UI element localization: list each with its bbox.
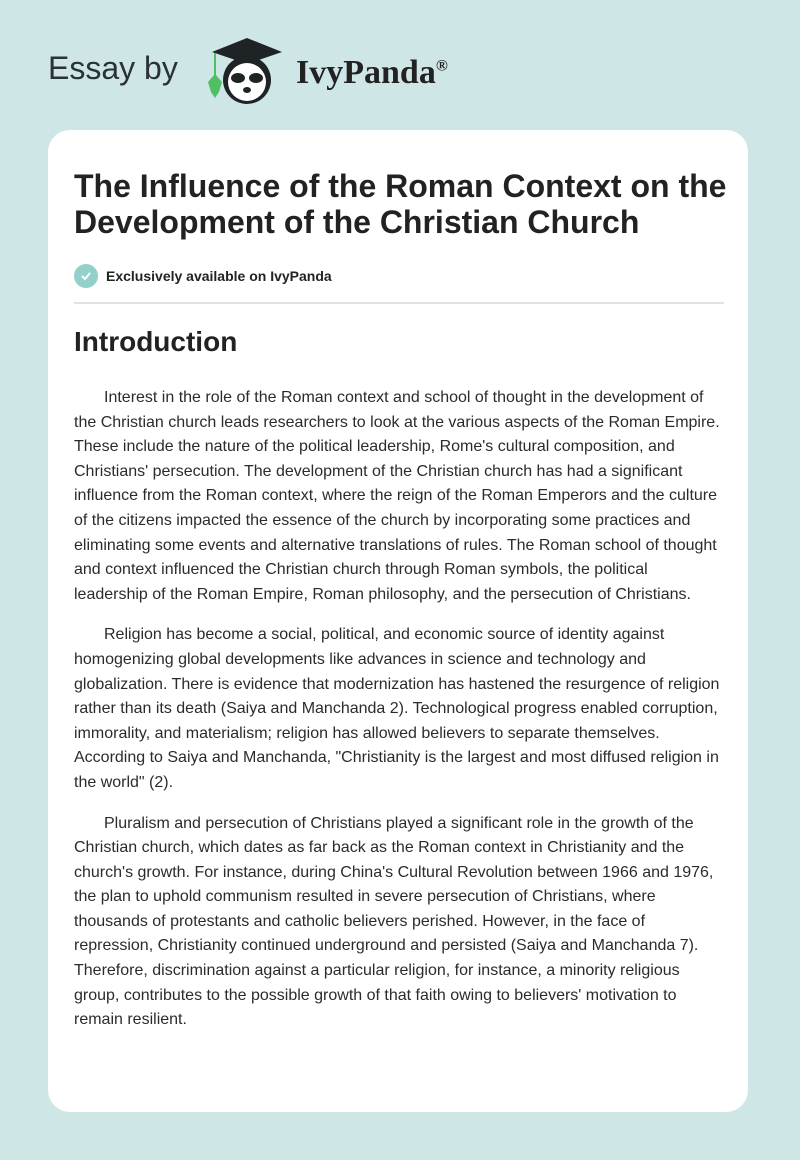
exclusive-badge — [74, 264, 332, 288]
paragraph: Interest in the role of the Roman context and school of thought in the development of the Christian church leads researchers to look at the various aspects of the Roman Empire. These include the nature of the political leadership, Rome's cultural composition, and Christians' persecution. The development of the Christian church has had a significant influence from the Roman context, where the reign of the Roman Emperors and the culture of the citizens impacted the essence of the church by incorporating some practices and eliminating some events and alternative translations of rules. The Roman school of thought and context influenced the Christian church through Roman symbols, the political leadership of the Roman Empire, Roman philosophy, and the persecution of Christians. — [74, 389, 720, 603]
divider — [74, 302, 724, 304]
section-heading: Introduction — [74, 326, 238, 357]
essay-by-label: Essay by — [48, 50, 178, 86]
paragraph: Pluralism and persecution of Christians played a significant role in the growth of the Christian church, which dates as far back as the Roman context in Christianity and the church's growth. For instance, during China's Cultural Revolution between 1966 and 1976, the plan to uphold communism resulted in severe persecution of Christians, where thousands of protestants and catholic believers perished. However, in the face of repression, Christianity continued underground and persisted (Saiya and Manchanda 7). Therefore, discrimination against a particular religion, for instance, a minority religious group, contributes to the possible growth of that faith owing to believers' motivation to remain resilient. — [74, 814, 714, 1029]
essay-body — [74, 386, 724, 1049]
site-header — [0, 20, 480, 120]
essay-title: The Influence of the Roman Context on the Development of the Christian Church — [74, 168, 727, 240]
brand-name: IvyPanda® — [296, 54, 448, 91]
ivypanda-logo-icon[interactable] — [200, 36, 295, 108]
check-circle-icon — [74, 264, 98, 288]
essay-card — [48, 130, 748, 1112]
paragraph: Religion has become a social, political, and economic source of identity against homogenizing global developments like advances in science and technology and globalization. There is evidence that modernization has hastened the resurgence of religion rather than its death (Saiya and Manchanda 2). Technological progress enabled corruption, immorality, and materialism; religion has allowed believers to separate themselves. According to Saiya and Manchanda, "Christianity is the largest and most diffused religion in the world" (2). — [74, 626, 720, 791]
badge-text: Exclusively available on IvyPanda — [106, 268, 332, 284]
